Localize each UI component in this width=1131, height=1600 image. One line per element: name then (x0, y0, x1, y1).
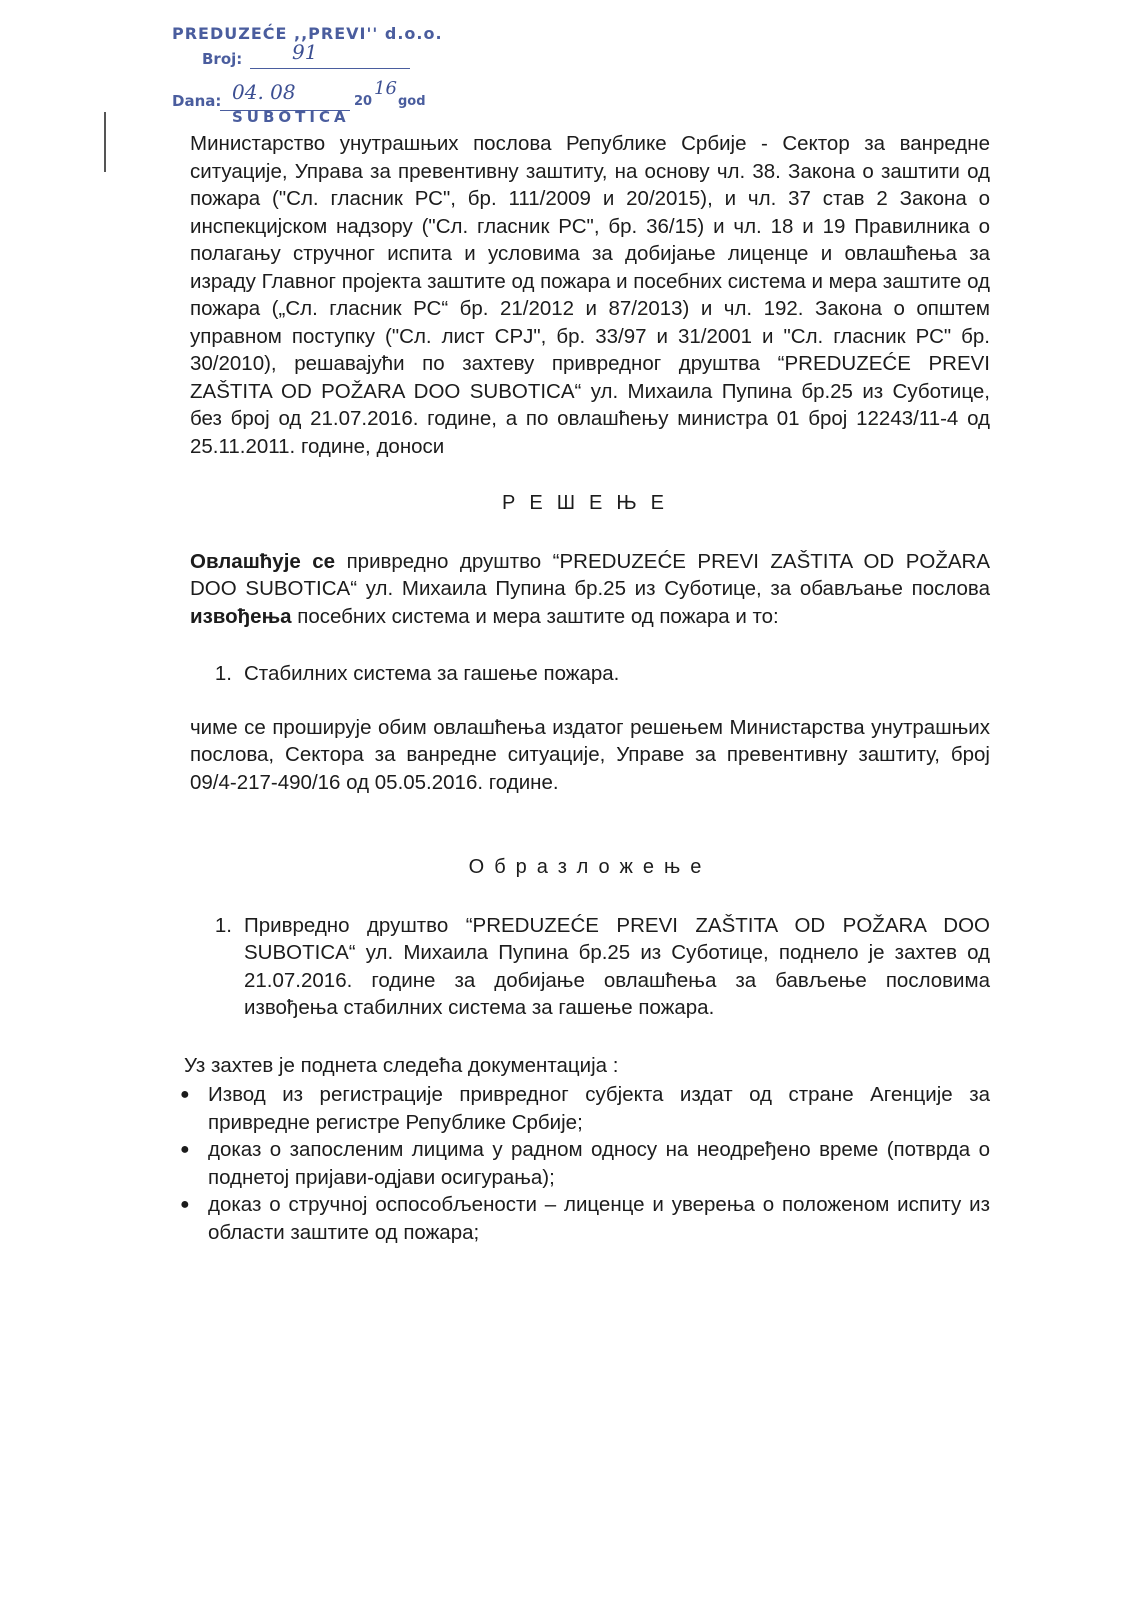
list-item-text: Привредно друштво “PREDUZEĆE PREVI ZAŠTITA OD POŽARA DOO SUBOTICA“ ул. Михаила Пупина бр.25 из Суботице, поднело је захтев од 21.07.2016. године за добијање овлашћења за бављење пословима извођења стабилних система за гашење пожара. (244, 913, 990, 1019)
list-item (180, 1081, 990, 1136)
expansion-paragraph: чиме се проширује обим овлашћења издатог решењем Министарства унутрашњих послова, Сектора за ванредне ситуације, Управе за превентивну заштиту, број 09/4-217-490/16 од 05.05.2016. године. (190, 715, 990, 794)
list-item-text: Стабилних система за гашење пожара. (244, 662, 620, 685)
stamp-number-handwritten: 91 (292, 40, 318, 64)
company-stamp (172, 18, 462, 126)
list-item-text: доказ о стручној оспособљености – лиценце и уверења о положеном испиту из области заштите од пожара; (208, 1193, 990, 1244)
documentation-intro: Уз захтев је поднета следећа документација : (184, 1053, 619, 1077)
list-item (190, 660, 990, 688)
list-item-number: 1. (214, 913, 232, 937)
stamp-date-handwritten: 04. 08 (232, 80, 296, 104)
decision-heading: РЕШЕЊЕ (502, 492, 678, 514)
authorization-text-2: посебних система и мера заштите од пожара и то: (291, 604, 779, 628)
stamp-number-label: Broj: (202, 50, 243, 68)
authorization-text-1: привредно друштво “PREDUZEĆE PREVI ZAŠTITA OD POŽARA DOO SUBOTICA“ ул. Михаила Пупина бр.25 из Суботице, за обављање послова (190, 549, 991, 600)
stamp-number-line (250, 68, 410, 69)
stamp-city: SUBOTICA (232, 108, 350, 126)
list-item-number: 1. (214, 662, 232, 685)
bullet-icon: ● (180, 1141, 190, 1158)
document-body (180, 130, 991, 1246)
stamp-year-prefix: 20 (354, 94, 373, 109)
authorization-paragraph (190, 548, 990, 631)
stamp-company-name: PREDUZEĆE ,,PREVI'' d.o.o. (172, 24, 443, 43)
list-item (190, 912, 990, 1022)
authorized-systems-list (190, 660, 990, 688)
stamp-date-label: Dana: (172, 92, 222, 110)
bullet-icon: ● (180, 1196, 190, 1213)
explanation-list (190, 912, 990, 1022)
list-item (180, 1191, 990, 1246)
margin-mark (104, 112, 106, 172)
documentation-list (180, 1081, 990, 1246)
explanation-heading: Образложење (468, 856, 712, 878)
authorization-bold-start: Овлашћује се (190, 549, 336, 573)
stamp-year-handwritten: 16 (374, 78, 397, 99)
list-item-text: доказ о запосленим лицима у радном односу на неодређено време (потврда о поднетој пријави-одјави осигурања); (208, 1138, 990, 1189)
list-item (180, 1136, 990, 1191)
authorization-bold-mid: извођења (190, 604, 292, 628)
bullet-icon: ● (180, 1086, 190, 1103)
preamble-paragraph: Министарство унутрашњих послова Републике Србије - Сектор за ванредне ситуације, Управа за превентивну заштиту, на основу чл. 38. Закона о заштити од пожара ("Сл. гласник РС", бр. 111/2009 и 20/2015), и чл. 37 став 2 Закона о инспекцијском надзору ("Сл. гласник РС", бр. 36/15) и чл. 18 и 19 Правилника о полагању стручног испита и условима за добијање лиценце и овлашћења за израду Главног пројекта заштите од пожара и посебних система и мера заштите од пожара („Сл. гласник РС“ бр. 21/2012 и 87/2013) и чл. 192. Закона о општем управном поступку ("Сл. лист СРЈ", бр. 33/97 и 31/2001 и "Сл. гласник РС" бр. 30/2010), решавајући по захтеву привредног друштва “PREDUZEĆE PREVI ZAŠTITA OD POŽARA DOO SUBOTICA“ ул. Михаила Пупина бр.25 из Суботице, без број од 21.07.2016. године, а по овлашћењу министра 01 број 12243/11-4 од 25.11.2011. године, доноси (190, 132, 990, 458)
list-item-text: Извод из регистрације привредног субјекта издат од стране Агенције за привредне регистре Републике Србије; (208, 1083, 990, 1134)
stamp-year-suffix: god (398, 94, 426, 109)
